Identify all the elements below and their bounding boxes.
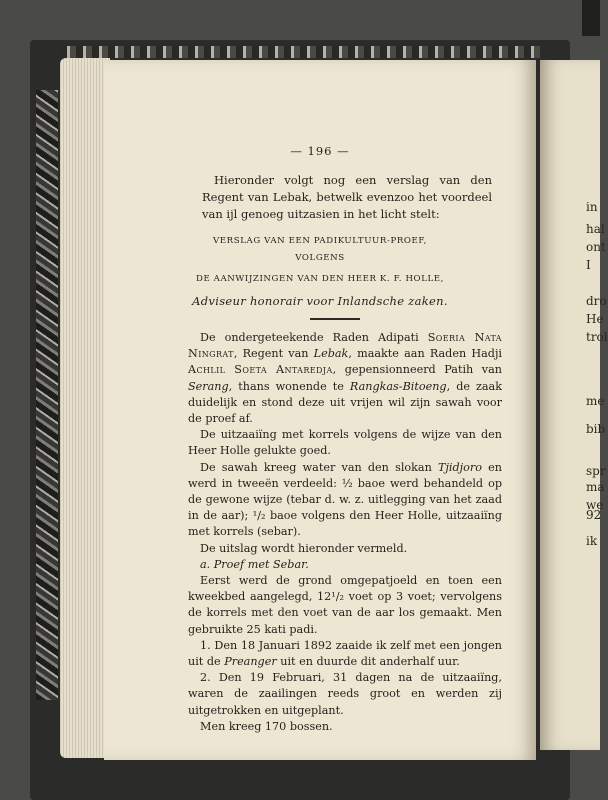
facing-fragment: in xyxy=(586,200,598,214)
page-edges xyxy=(60,58,110,758)
facing-fragment: spr xyxy=(586,464,606,478)
paragraph-bossen: Men kreeg 170 bossen. xyxy=(200,719,333,733)
intro-text: Hieronder volgt nog een verslag van den Regent van Lebak, betwelk evenzoo het voordeel van ijl genoeg uitzasien in het licht stelt: xyxy=(202,173,492,221)
page-number: — 196 — xyxy=(290,144,350,158)
text-run: 1. Den 18 Januari 1892 zaaide ik zelf met een jongen uit de xyxy=(188,638,502,669)
paragraph-item-1 xyxy=(188,638,502,670)
paragraph-regent xyxy=(188,330,502,427)
text-run: en werd in tweeën verdeeld: ½ baoe werd behandeld op de gewone wijze (tebar d. w. z. uitlegging van het zaad in de aar); ¹/₂ baoe volgens den Heer Holle, uitzaaiïng met korrels (sebar). xyxy=(188,460,502,539)
marbled-top-edge xyxy=(60,46,540,58)
text-run: , de zaak duidelijk en stond deze uit vrijen wil zijn sawah voor de proef af. xyxy=(188,379,503,426)
paragraph-kweekbed: Eerst werd de grond omgepatjoeld en toen een kweekbed aangelegd, 12¹/₂ voet op 3 voet; vervolgens de korrels met den voet van de aar los gemaakt. Men gebruikte 25 kati padi. xyxy=(188,574,502,636)
person-name: Achlil Soeta Antaredja xyxy=(188,363,333,377)
report-subtitle: Adviseur honorair voor Inlandsche zaken. xyxy=(192,294,448,308)
text-run: , gepensionneerd Patih van xyxy=(332,363,502,377)
facing-fragment: ik xyxy=(586,534,598,548)
facing-fragment: bib xyxy=(586,422,606,436)
facing-fragment: He xyxy=(586,312,604,326)
place-name: Rangkas-Bitoeng xyxy=(349,379,447,393)
place-name: Lebak xyxy=(313,347,349,361)
person-name: Soeria Nata Ningrat xyxy=(188,331,502,361)
facing-fragment: I xyxy=(586,258,591,272)
intro-paragraph xyxy=(202,172,492,223)
page-clip xyxy=(582,0,600,36)
title-divider xyxy=(310,318,360,320)
text-run: De ondergeteekende Raden Adipati xyxy=(200,331,428,344)
report-title-line3: DE AANWIJZINGEN VAN DEN HEER K. F. HOLLE, xyxy=(195,274,445,284)
paragraph-uitzaaiing: De uitzaaiïng met korrels volgens de wijze van den Heer Holle gelukte goed. xyxy=(188,428,502,458)
report-title-line2: VOLGENS xyxy=(295,253,345,263)
facing-fragment: 92 xyxy=(586,508,602,522)
facing-fragment: ont xyxy=(586,240,606,254)
facing-fragment: hal xyxy=(586,222,605,236)
text-run: , maakte aan Raden Hadji xyxy=(348,347,502,361)
facing-fragment: dro xyxy=(586,294,607,308)
paragraph-uitslag: De uitslag wordt hieronder vermeld. xyxy=(200,541,408,555)
text-run: uit en duurde dit anderhalf uur. xyxy=(276,655,460,669)
facing-fragment: we xyxy=(586,498,604,512)
text-run: De sawah kreeg water van den slokan xyxy=(200,460,438,474)
report-title-line1: VERSLAG VAN EEN PADIKULTUUR-PROEF, xyxy=(213,236,427,246)
place-name: Preanger xyxy=(224,655,277,669)
place-name: Serang xyxy=(188,379,229,393)
facing-fragment: me xyxy=(586,394,605,408)
paragraph-item-2: 2. Den 19 Februari, 31 dagen na de uitzaaiïng, waren de zaailingen reeds groot en werden zij uitgetrokken en uitgeplant. xyxy=(188,671,502,717)
place-name: Tjidjoro xyxy=(438,460,482,474)
text-run: , Regent van xyxy=(233,347,314,361)
facing-page xyxy=(540,60,608,750)
marbled-spine-edge xyxy=(36,90,58,700)
facing-fragment: trol xyxy=(586,330,608,344)
report-body xyxy=(188,330,502,735)
section-heading-sebar: a. Proef met Sebar. xyxy=(200,557,309,571)
book-page xyxy=(104,60,536,760)
facing-fragment: ma xyxy=(586,480,605,494)
text-run: , thans wonende te xyxy=(228,379,350,393)
paragraph-sawah xyxy=(188,460,502,541)
